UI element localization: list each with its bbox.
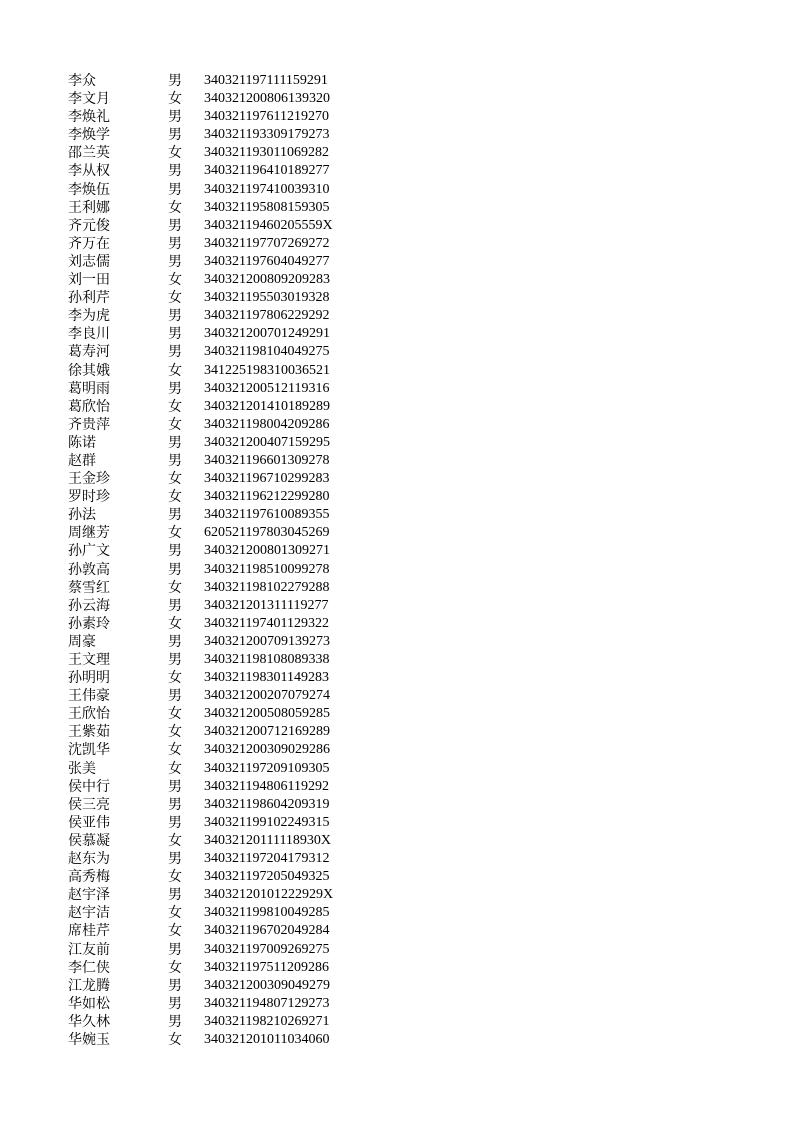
- record-row: [0, 850, 793, 868]
- record-gender: 女: [168, 290, 182, 307]
- record-id-number: 340321197009269275: [204, 941, 330, 957]
- record-row: [0, 579, 793, 597]
- record-name: 华如松: [68, 995, 110, 1012]
- record-id-number: 34032119460205559X: [204, 217, 333, 233]
- record-gender: 男: [168, 597, 182, 614]
- record-row: [0, 904, 793, 922]
- record-gender: 女: [168, 832, 182, 849]
- record-id-number: 340321196410189277: [204, 163, 330, 179]
- record-id-number: 340321197204179312: [204, 851, 330, 867]
- record-row: [0, 289, 793, 307]
- record-gender: 男: [168, 941, 182, 958]
- record-id-number: 340321197611219270: [204, 109, 329, 125]
- record-gender: 男: [168, 253, 182, 270]
- record-id-number: 340321197707269272: [204, 235, 330, 251]
- record-row: [0, 723, 793, 741]
- record-id-number: 340321200309029286: [204, 742, 330, 758]
- record-name: 席桂芹: [68, 923, 110, 940]
- record-id-number: 340321197209109305: [204, 760, 330, 776]
- record-gender: 女: [168, 398, 182, 415]
- record-row: [0, 977, 793, 995]
- record-id-number: 340321197410039310: [204, 181, 330, 197]
- record-gender: 女: [168, 1031, 182, 1048]
- record-id-number: 340321196212299280: [204, 489, 330, 505]
- record-gender: 女: [168, 670, 182, 687]
- record-gender: 女: [168, 579, 182, 596]
- record-gender: 男: [168, 235, 182, 252]
- record-row: [0, 144, 793, 162]
- record-row: [0, 398, 793, 416]
- record-gender: 男: [168, 434, 182, 451]
- record-name: 齐元俊: [68, 217, 110, 234]
- record-row: [0, 778, 793, 796]
- record-gender: 男: [168, 217, 182, 234]
- record-gender: 男: [168, 344, 182, 361]
- record-name: 齐贵萍: [68, 416, 110, 433]
- record-gender: 男: [168, 977, 182, 994]
- record-name: 赵宇泽: [68, 887, 110, 904]
- record-gender: 男: [168, 778, 182, 795]
- record-name: 孙云海: [68, 597, 110, 614]
- record-row: [0, 1031, 793, 1049]
- record-name: 李焕学: [68, 127, 110, 144]
- record-gender: 女: [168, 272, 182, 289]
- record-name: 侯亚伟: [68, 814, 110, 831]
- record-row: [0, 434, 793, 452]
- record-name: 陈诺: [68, 434, 96, 451]
- record-row: [0, 651, 793, 669]
- record-id-number: 340321198210269271: [204, 1013, 330, 1029]
- record-gender: 男: [168, 109, 182, 126]
- record-gender: 男: [168, 814, 182, 831]
- record-row: [0, 271, 793, 289]
- record-row: [0, 343, 793, 361]
- record-row: [0, 126, 793, 144]
- record-row: [0, 235, 793, 253]
- record-name: 华久林: [68, 1013, 110, 1030]
- record-row: [0, 633, 793, 651]
- record-gender: 男: [168, 851, 182, 868]
- record-gender: 男: [168, 181, 182, 198]
- record-row: [0, 307, 793, 325]
- record-row: [0, 796, 793, 814]
- record-row: [0, 561, 793, 579]
- record-name: 齐万在: [68, 235, 110, 252]
- record-row: [0, 90, 793, 108]
- record-row: [0, 199, 793, 217]
- record-row: [0, 506, 793, 524]
- record-row: [0, 362, 793, 380]
- record-id-number: 340321198004209286: [204, 416, 330, 432]
- record-gender: 女: [168, 199, 182, 216]
- record-name: 沈凯华: [68, 742, 110, 759]
- record-name: 李从权: [68, 163, 110, 180]
- record-gender: 男: [168, 308, 182, 325]
- record-name: 江龙腾: [68, 977, 110, 994]
- record-name: 赵东为: [68, 851, 110, 868]
- record-id-number: 340321200809209283: [204, 272, 330, 288]
- record-name: 侯三亮: [68, 796, 110, 813]
- record-id-number: 340321199102249315: [204, 814, 330, 830]
- record-gender: 女: [168, 489, 182, 506]
- record-name: 邵兰英: [68, 145, 110, 162]
- record-id-number: 340321198510099278: [204, 561, 330, 577]
- record-row: [0, 217, 793, 235]
- record-row: [0, 814, 793, 832]
- record-id-number: 340321195808159305: [204, 199, 330, 215]
- record-gender: 男: [168, 507, 182, 524]
- record-name: 赵群: [68, 452, 96, 469]
- record-id-number: 340321198108089338: [204, 652, 330, 667]
- record-gender: 女: [168, 416, 182, 433]
- record-id-number: 340321201011034060: [204, 1031, 330, 1047]
- record-name: 孙广文: [68, 543, 110, 560]
- record-gender: 女: [168, 91, 182, 108]
- record-name: 蔡雪红: [68, 579, 110, 596]
- record-gender: 男: [168, 1013, 182, 1030]
- record-row: [0, 705, 793, 723]
- record-gender: 男: [168, 887, 182, 904]
- record-id-number: 340321198102279288: [204, 579, 330, 595]
- record-row: [0, 669, 793, 687]
- record-id-number: 340321200309049279: [204, 977, 330, 993]
- record-row: [0, 687, 793, 705]
- record-row: [0, 162, 793, 180]
- record-name: 刘一田: [68, 272, 110, 289]
- record-gender: 女: [168, 615, 182, 632]
- record-row: [0, 886, 793, 904]
- record-name: 江友前: [68, 941, 110, 958]
- record-row: [0, 108, 793, 126]
- record-gender: 男: [168, 163, 182, 180]
- record-id-number: 340321196601309278: [204, 452, 330, 468]
- record-row: [0, 941, 793, 959]
- record-row: [0, 832, 793, 850]
- record-id-number: 340321200801309271: [204, 543, 330, 559]
- record-gender: 男: [168, 796, 182, 813]
- record-id-number: 340321194806119292: [204, 778, 329, 794]
- record-name: 李良川: [68, 326, 110, 343]
- record-id-number: 341225198310036521: [204, 362, 330, 378]
- record-id-number: 340321201311119277: [204, 597, 329, 613]
- record-name: 李仁侠: [68, 959, 110, 976]
- record-name: 周豪: [68, 633, 96, 650]
- record-row: [0, 868, 793, 886]
- record-id-number: 34032120111118930X: [204, 832, 332, 848]
- record-gender: 女: [168, 724, 182, 741]
- record-gender: 女: [168, 525, 182, 542]
- record-gender: 男: [168, 561, 182, 578]
- record-id-number: 340321201410189289: [204, 398, 330, 414]
- record-gender: 女: [168, 923, 182, 940]
- record-gender: 女: [168, 959, 182, 976]
- record-gender: 男: [168, 633, 182, 650]
- record-gender: 女: [168, 706, 182, 723]
- record-row: [0, 380, 793, 398]
- record-row: [0, 542, 793, 560]
- record-id-number: 340321199810049285: [204, 905, 330, 921]
- record-name: 王伟豪: [68, 688, 110, 705]
- record-row: [0, 995, 793, 1013]
- record-row: [0, 524, 793, 542]
- record-name: 徐其娥: [68, 362, 110, 379]
- record-id-number: 340321198104049275: [204, 344, 330, 360]
- record-name: 李焕伍: [68, 181, 110, 198]
- record-gender: 男: [168, 127, 182, 144]
- record-row: [0, 1013, 793, 1031]
- record-id-number: 340321200806139320: [204, 91, 330, 107]
- record-name: 葛欣怡: [68, 398, 110, 415]
- record-id-number: 340321197205049325: [204, 869, 330, 885]
- record-id-number: 340321194807129273: [204, 995, 330, 1011]
- record-id-number: 340321200512119316: [204, 380, 330, 396]
- record-gender: 女: [168, 760, 182, 777]
- record-row: [0, 741, 793, 759]
- record-id-number: 340321195503019328: [204, 290, 330, 306]
- record-id-number: 340321197604049277: [204, 253, 330, 269]
- record-gender: 女: [168, 145, 182, 162]
- record-name: 张美: [68, 760, 96, 777]
- record-name: 华婉玉: [68, 1031, 110, 1048]
- record-id-number: 340321197401129322: [204, 615, 329, 631]
- record-name: 罗时珍: [68, 489, 110, 506]
- record-row: [0, 72, 793, 90]
- record-row: [0, 488, 793, 506]
- record-id-number: 340321200508059285: [204, 706, 330, 722]
- record-name: 孙法: [68, 507, 96, 524]
- record-row: [0, 760, 793, 778]
- record-name: 侯慕凝: [68, 832, 110, 849]
- record-name: 侯中行: [68, 778, 110, 795]
- record-name: 高秀梅: [68, 869, 110, 886]
- record-name: 孙利芹: [68, 290, 110, 307]
- record-gender: 女: [168, 742, 182, 759]
- record-name: 刘志儒: [68, 253, 110, 270]
- record-name: 赵宇洁: [68, 905, 110, 922]
- record-id-number: 340321196710299283: [204, 471, 330, 487]
- record-row: [0, 615, 793, 633]
- record-name: 孙素玲: [68, 615, 110, 632]
- record-name: 王利娜: [68, 199, 110, 216]
- record-gender: 男: [168, 652, 182, 668]
- record-id-number: 340321193309179273: [204, 127, 330, 143]
- record-name: 李文月: [68, 91, 110, 108]
- record-id-number: 340321198301149283: [204, 670, 329, 686]
- record-gender: 男: [168, 995, 182, 1012]
- record-row: [0, 325, 793, 343]
- record-id-number: 340321200207079274: [204, 688, 330, 704]
- record-name: 孙明明: [68, 670, 110, 687]
- record-row: [0, 597, 793, 615]
- record-gender: 女: [168, 362, 182, 379]
- record-gender: 男: [168, 452, 182, 469]
- record-gender: 女: [168, 471, 182, 488]
- record-id-number: 340321200712169289: [204, 724, 330, 740]
- record-name: 李众: [68, 73, 96, 89]
- record-row: [0, 253, 793, 271]
- record-name: 王金珍: [68, 471, 110, 488]
- record-id-number: 340321197111159291: [204, 73, 328, 88]
- record-name: 葛明雨: [68, 380, 110, 397]
- record-gender: 男: [168, 380, 182, 397]
- record-id-number: 340321200701249291: [204, 326, 330, 342]
- record-id-number: 340321193011069282: [204, 145, 329, 161]
- record-name: 孙敦高: [68, 561, 110, 578]
- record-row: [0, 181, 793, 199]
- record-id-number: 34032120101222929X: [204, 887, 334, 903]
- record-gender: 女: [168, 905, 182, 922]
- records-list: [0, 72, 793, 1049]
- record-id-number: 340321197806229292: [204, 308, 330, 324]
- record-name: 王欣怡: [68, 706, 110, 723]
- record-id-number: 340321200407159295: [204, 434, 330, 450]
- record-id-number: 340321197610089355: [204, 507, 330, 523]
- record-row: [0, 959, 793, 977]
- record-name: 葛寿河: [68, 344, 110, 361]
- record-name: 王文理: [68, 652, 110, 668]
- record-id-number: 340321197511209286: [204, 959, 329, 975]
- record-name: 周继芳: [68, 525, 110, 542]
- record-id-number: 340321198604209319: [204, 796, 330, 812]
- record-id-number: 340321200709139273: [204, 633, 330, 649]
- record-row: [0, 452, 793, 470]
- record-row: [0, 416, 793, 434]
- record-gender: 男: [168, 326, 182, 343]
- record-gender: 男: [168, 73, 182, 89]
- record-id-number: 340321196702049284: [204, 923, 330, 939]
- record-name: 李为虎: [68, 308, 110, 325]
- record-gender: 女: [168, 869, 182, 886]
- record-gender: 男: [168, 688, 182, 705]
- record-name: 王紫茹: [68, 724, 110, 741]
- record-gender: 男: [168, 543, 182, 560]
- record-id-number: 620521197803045269: [204, 525, 330, 541]
- record-name: 李焕礼: [68, 109, 110, 126]
- record-row: [0, 470, 793, 488]
- record-row: [0, 922, 793, 940]
